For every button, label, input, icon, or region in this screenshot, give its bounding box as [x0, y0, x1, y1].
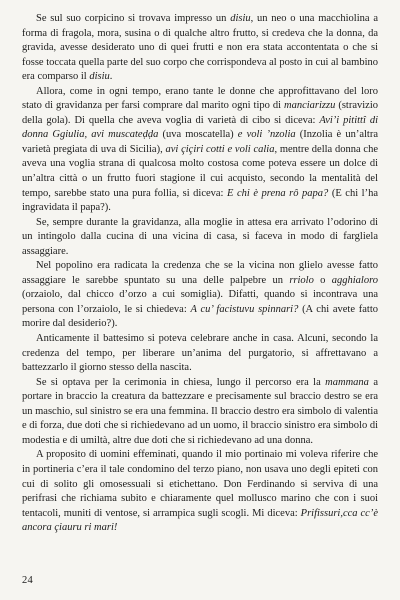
text-run: .	[109, 71, 113, 83]
text-run: Se, sempre durante la gravidanza, alla moglie in attesa era arrivato l’odorino di un intingolo dalla cucina di una vicina di casa, si faceva in modo di fargliela assaggiare.	[22, 216, 378, 257]
italic-text: disiu	[89, 71, 110, 83]
text-run: Se sul suo corpicino si trovava impresso un	[36, 13, 231, 24]
italic-text: E chi è prena rô papa?	[227, 187, 329, 199]
text-run: Anticamente il battesimo si poteva celebrare anche in casa. Alcuni, secondo la credenza del tempo, per liberare un’anima del purgatorio, si affrettavano a battezzarlo il giorno stesso della nascita.	[22, 333, 378, 374]
body-text	[22, 12, 378, 536]
text-run: Allora, come in ogni tempo, erano tante le donne che approfittavano del loro stato di gravidanza per farsi comprare dal marito ogni tipo di	[22, 85, 378, 112]
italic-text: manciarizzu	[284, 100, 336, 112]
text-run: a portare in braccio la creatura da battezzare e precisamente sul braccio destro se era un maschio, sul sinistro se era una femmina. Il braccio destro era simbolo di valentia e di forza, due doti che si richiedevano ad un uomo, il braccio sinistro era simbolo di modestia e di umiltà, altre due doti che si richiedevano ad una donna.	[22, 376, 378, 446]
italic-text: e voli ’nzolia	[237, 129, 296, 141]
text-run: Se si optava per la cerimonia in chiesa, lungo il percorso era la	[36, 376, 326, 388]
italic-text: Avi’i pitittî di donna Ggiulia, avi muscateḍḍa	[22, 114, 378, 141]
paragraph	[22, 259, 378, 332]
text-run: , mentre della donna che aveva una voglia strana di qualcosa molto costosa come poteva essere un dolce di un’altra città o un frutto fuori stagione il cui acquisto, secondo la mentalità del tempo, sarebbe stato una pura follia, si diceva:	[22, 143, 378, 199]
paragraph	[22, 12, 378, 85]
italic-text: mammana	[325, 376, 369, 388]
text-run: (uva moscatella)	[158, 129, 238, 141]
italic-text: rriolo	[289, 274, 314, 286]
paragraph	[22, 216, 378, 260]
paragraph	[22, 85, 378, 216]
text-run: Nel popolino era radicata la credenza che se la vicina non glielo avesse fatto assaggiare le sarebbe spuntato su una delle palpebre un	[22, 260, 378, 286]
page-number: 24	[22, 575, 33, 586]
italic-text: A cu’ facistuvu spinnari?	[190, 303, 299, 315]
text-run: (E chi l’ha ingravidata il papa?).	[22, 187, 378, 214]
text-run: o	[313, 274, 332, 286]
italic-text: disiu	[230, 13, 251, 24]
text-run: (orzaiolo, dal chicco d’orzo a cui somiglia). Difatti, quando si incontrava una persona con l’orzaiolo, le si chiedeva:	[22, 289, 378, 315]
italic-text: avi çiçiri cotti e voli calia	[165, 143, 275, 155]
text-run: (A chi avete fatto morire dal desiderio?).	[22, 303, 378, 330]
text-run: (Inzolia è un’altra varietà pregiata di uva di Sicilia),	[22, 129, 378, 155]
paragraph	[22, 332, 378, 376]
paragraph	[22, 448, 378, 535]
text-run: (stravizio della gola). Di quella che aveva voglia di varietà di cibo si diceva:	[22, 100, 378, 126]
text-run: A proposito di uomini effeminati, quando il mio portinaio mi voleva riferire che in portineria c’era il tale condomino del terzo piano, non usava uno degli epiteti con cui di solito gli omosessuali si etichettano. Don Ferdinando si serviva di una perifrasi che richiama subito e chiaramente quel mollusco marino che con i suoi tentacoli, muniti di ventose, si arrampica sugli scogli. Mi diceva:	[22, 449, 378, 519]
paragraph	[22, 376, 378, 449]
italic-text: Prifissuri,cca cc’è ancora çiauru ri mari!	[22, 507, 378, 534]
italic-text: agghialoro	[331, 274, 379, 286]
text-run: , un neo o una macchiolina a forma di fragola, mora, susina o di qualche altro frutto, si credeva che la donna, da gravida, avesse desiderato uno di quei frutti e non era stata accontentata o che si fosse toccata quella parte del suo corpo che corrispondeva al posto in cui al bambino era comparso il	[22, 13, 378, 83]
